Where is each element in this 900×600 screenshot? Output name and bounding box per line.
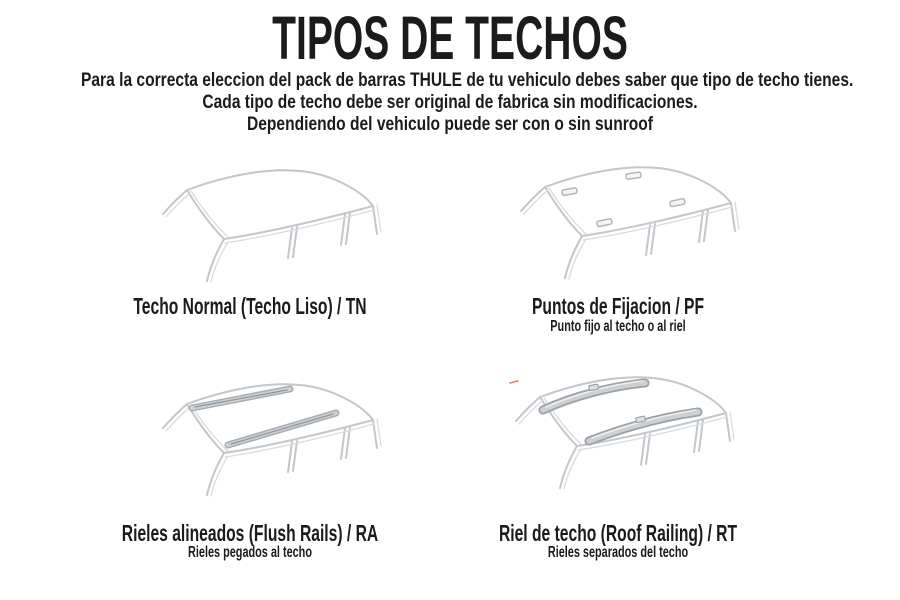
red-mark	[510, 381, 518, 383]
intro-line-1: Para la correcta eleccion del pack de barras THULE de tu vehiculo debes saber que tipo de techo tienes.	[81, 70, 854, 91]
page-title: TIPOS DE TECHOS	[272, 4, 628, 72]
car-roof-raised-rails-icon	[493, 365, 753, 505]
car-roof-flush-rails-icon	[140, 372, 400, 512]
roof-type-sublabel-rt: Rieles separados del techo	[547, 544, 689, 561]
roof-type-label-pf: Puntos de Fijacion / PF	[531, 293, 705, 319]
roof-type-sublabel-ra: Rieles pegados al techo	[188, 544, 312, 561]
car-roof-plain-icon	[140, 158, 400, 298]
roof-type-label-tn: Techo Normal (Techo Liso) / TN	[133, 293, 367, 319]
car-roof-fixpoints-icon	[498, 155, 758, 295]
roof-type-label-ra: Rieles alineados (Flush Rails) / RA	[121, 520, 379, 546]
intro-line-3: Dependiendo del vehiculo puede ser con o sin sunroof	[246, 114, 654, 135]
intro-line-2: Cada tipo de techo debe ser original de fabrica sin modificaciones.	[202, 92, 698, 113]
roof-type-label-rt: Riel de techo (Roof Railing) / RT	[498, 520, 738, 546]
roof-type-sublabel-pf: Punto fijo al techo o al riel	[550, 318, 686, 335]
